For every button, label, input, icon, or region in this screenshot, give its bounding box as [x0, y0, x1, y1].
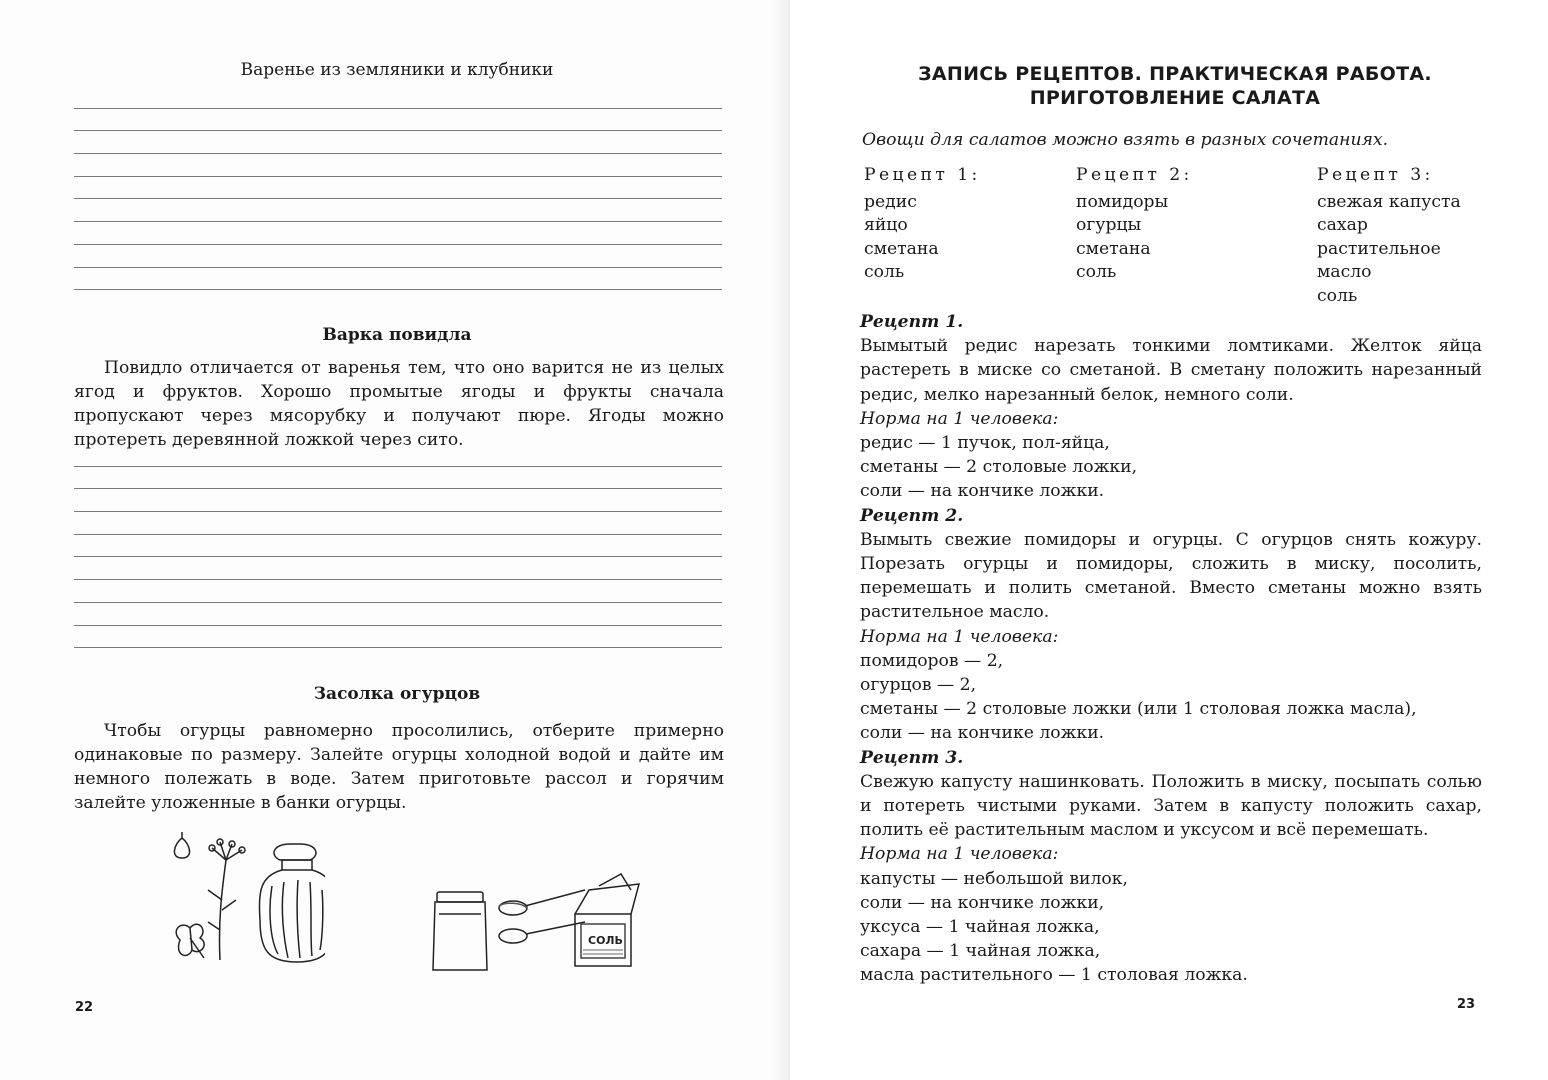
recipe2-norm: соли — на кончике ложки.	[860, 723, 1105, 744]
recipe3-norm: капусты — небольшой вилок,	[860, 868, 1128, 889]
jar-spoons-salt-illustration	[425, 870, 655, 980]
recipe3-norm: уксуса — 1 чайная ложка,	[860, 917, 1100, 938]
page-number-right: 23	[1457, 997, 1476, 1012]
recipe1-text: Вымытый редис нарезать тонкими ломтиками. Желток яйца растереть в миске со сметаной. В сметану положить нарезанный редис, мелко нарезанный белок, немного соли.	[860, 336, 1482, 405]
page-number-left: 22	[75, 1000, 94, 1015]
recipe2-norm: помидоров — 2,	[860, 650, 1004, 671]
recipe3-norm-label: Норма на 1 человека:	[860, 844, 1059, 865]
section-title-jam: Варенье из земляники и клубники	[240, 60, 554, 80]
recipe1-norm-label: Норма на 1 человека:	[860, 408, 1059, 429]
recipes-text	[832, 310, 1482, 988]
recipe1-norm: редис — 1 пучок, пол-яйца,	[860, 433, 1110, 454]
recipe3-norm: сахара — 1 чайная ложка,	[860, 941, 1101, 962]
section-title-povidlo: Варка повидла	[322, 325, 472, 345]
recipe3-text: Свежую капусту нашинковать. Положить в миску, посыпать солью и потереть чистыми руками. Затем в капусту положить сахар, полить её растительным маслом и уксусом и всё перемешать.	[860, 771, 1482, 841]
page-title: ЗАПИСЬ РЕЦЕПТОВ. ПРАКТИЧЕСКАЯ РАБОТА. ПРИГОТОВЛЕНИЕ САЛАТА	[918, 63, 1432, 109]
recipe2-text: Вымыть свежие помидоры и огурцы. С огурцов снять кожуру. Порезать огурцы и помидоры, сложить в миску, посолить, перемешать и полить сметаной. Вместо сметаны можно взять растительное масло.	[860, 529, 1482, 623]
recipe3-norm: масла растительного — 1 столовая ложка.	[860, 965, 1248, 986]
recipe2-norm: сметаны — 2 столовые ложки (или 1 столовая ложка масла),	[860, 699, 1417, 720]
recipe1-norm: сметаны — 2 столовые ложки,	[860, 457, 1138, 478]
recipe2-norm-label: Норма на 1 человека:	[860, 626, 1059, 647]
right-page	[790, 0, 1548, 1080]
povidlo-paragraph: Повидло отличается от варенья тем, что оно варится не из целых ягод и фруктов. Хорошо промытые ягоды и фрукты сначала пропускают через мясорубку и получают пюре. Ягоды можно протереть деревянной ложкой через сито.	[74, 358, 724, 450]
writing-lines-2	[74, 444, 722, 648]
recipe3-heading: Рецепт 3.	[860, 747, 964, 768]
recipe1-norm: соли — на кончике ложки.	[860, 481, 1105, 502]
recipe2-norm: огурцов — 2,	[860, 675, 977, 696]
salt-box-label: СОЛЬ	[588, 934, 623, 947]
recipe1-heading: Рецепт 1.	[860, 312, 964, 332]
section-title-pickling: Засолка огурцов	[313, 684, 481, 704]
intro-text: Овощи для салатов можно взять в разных сочетаниях.	[862, 130, 1389, 150]
ingredients-column-2: Рецепт 2: помидоры огурцы сметана соль	[1076, 165, 1193, 282]
pickling-paragraph: Чтобы огурцы равномерно просолились, отберите примерно одинаковые по размеру. Залейте огурцы холодной водой и дайте им немного полежать в воде. Затем приготовьте рассол и горячим залейте уложенные в банки огурцы.	[74, 721, 724, 813]
recipe3-norm: соли — на кончике ложки,	[860, 892, 1105, 913]
ingredients-column-1: Рецепт 1: редис яйцо сметана соль	[864, 165, 981, 282]
herbs-and-pickle-jar-illustration	[160, 830, 325, 970]
writing-lines-1	[74, 86, 722, 290]
recipe2-heading: Рецепт 2.	[860, 505, 964, 526]
ingredients-column-3: Рецепт 3: свежая капуста сахар растительное масло соль	[1317, 165, 1461, 306]
